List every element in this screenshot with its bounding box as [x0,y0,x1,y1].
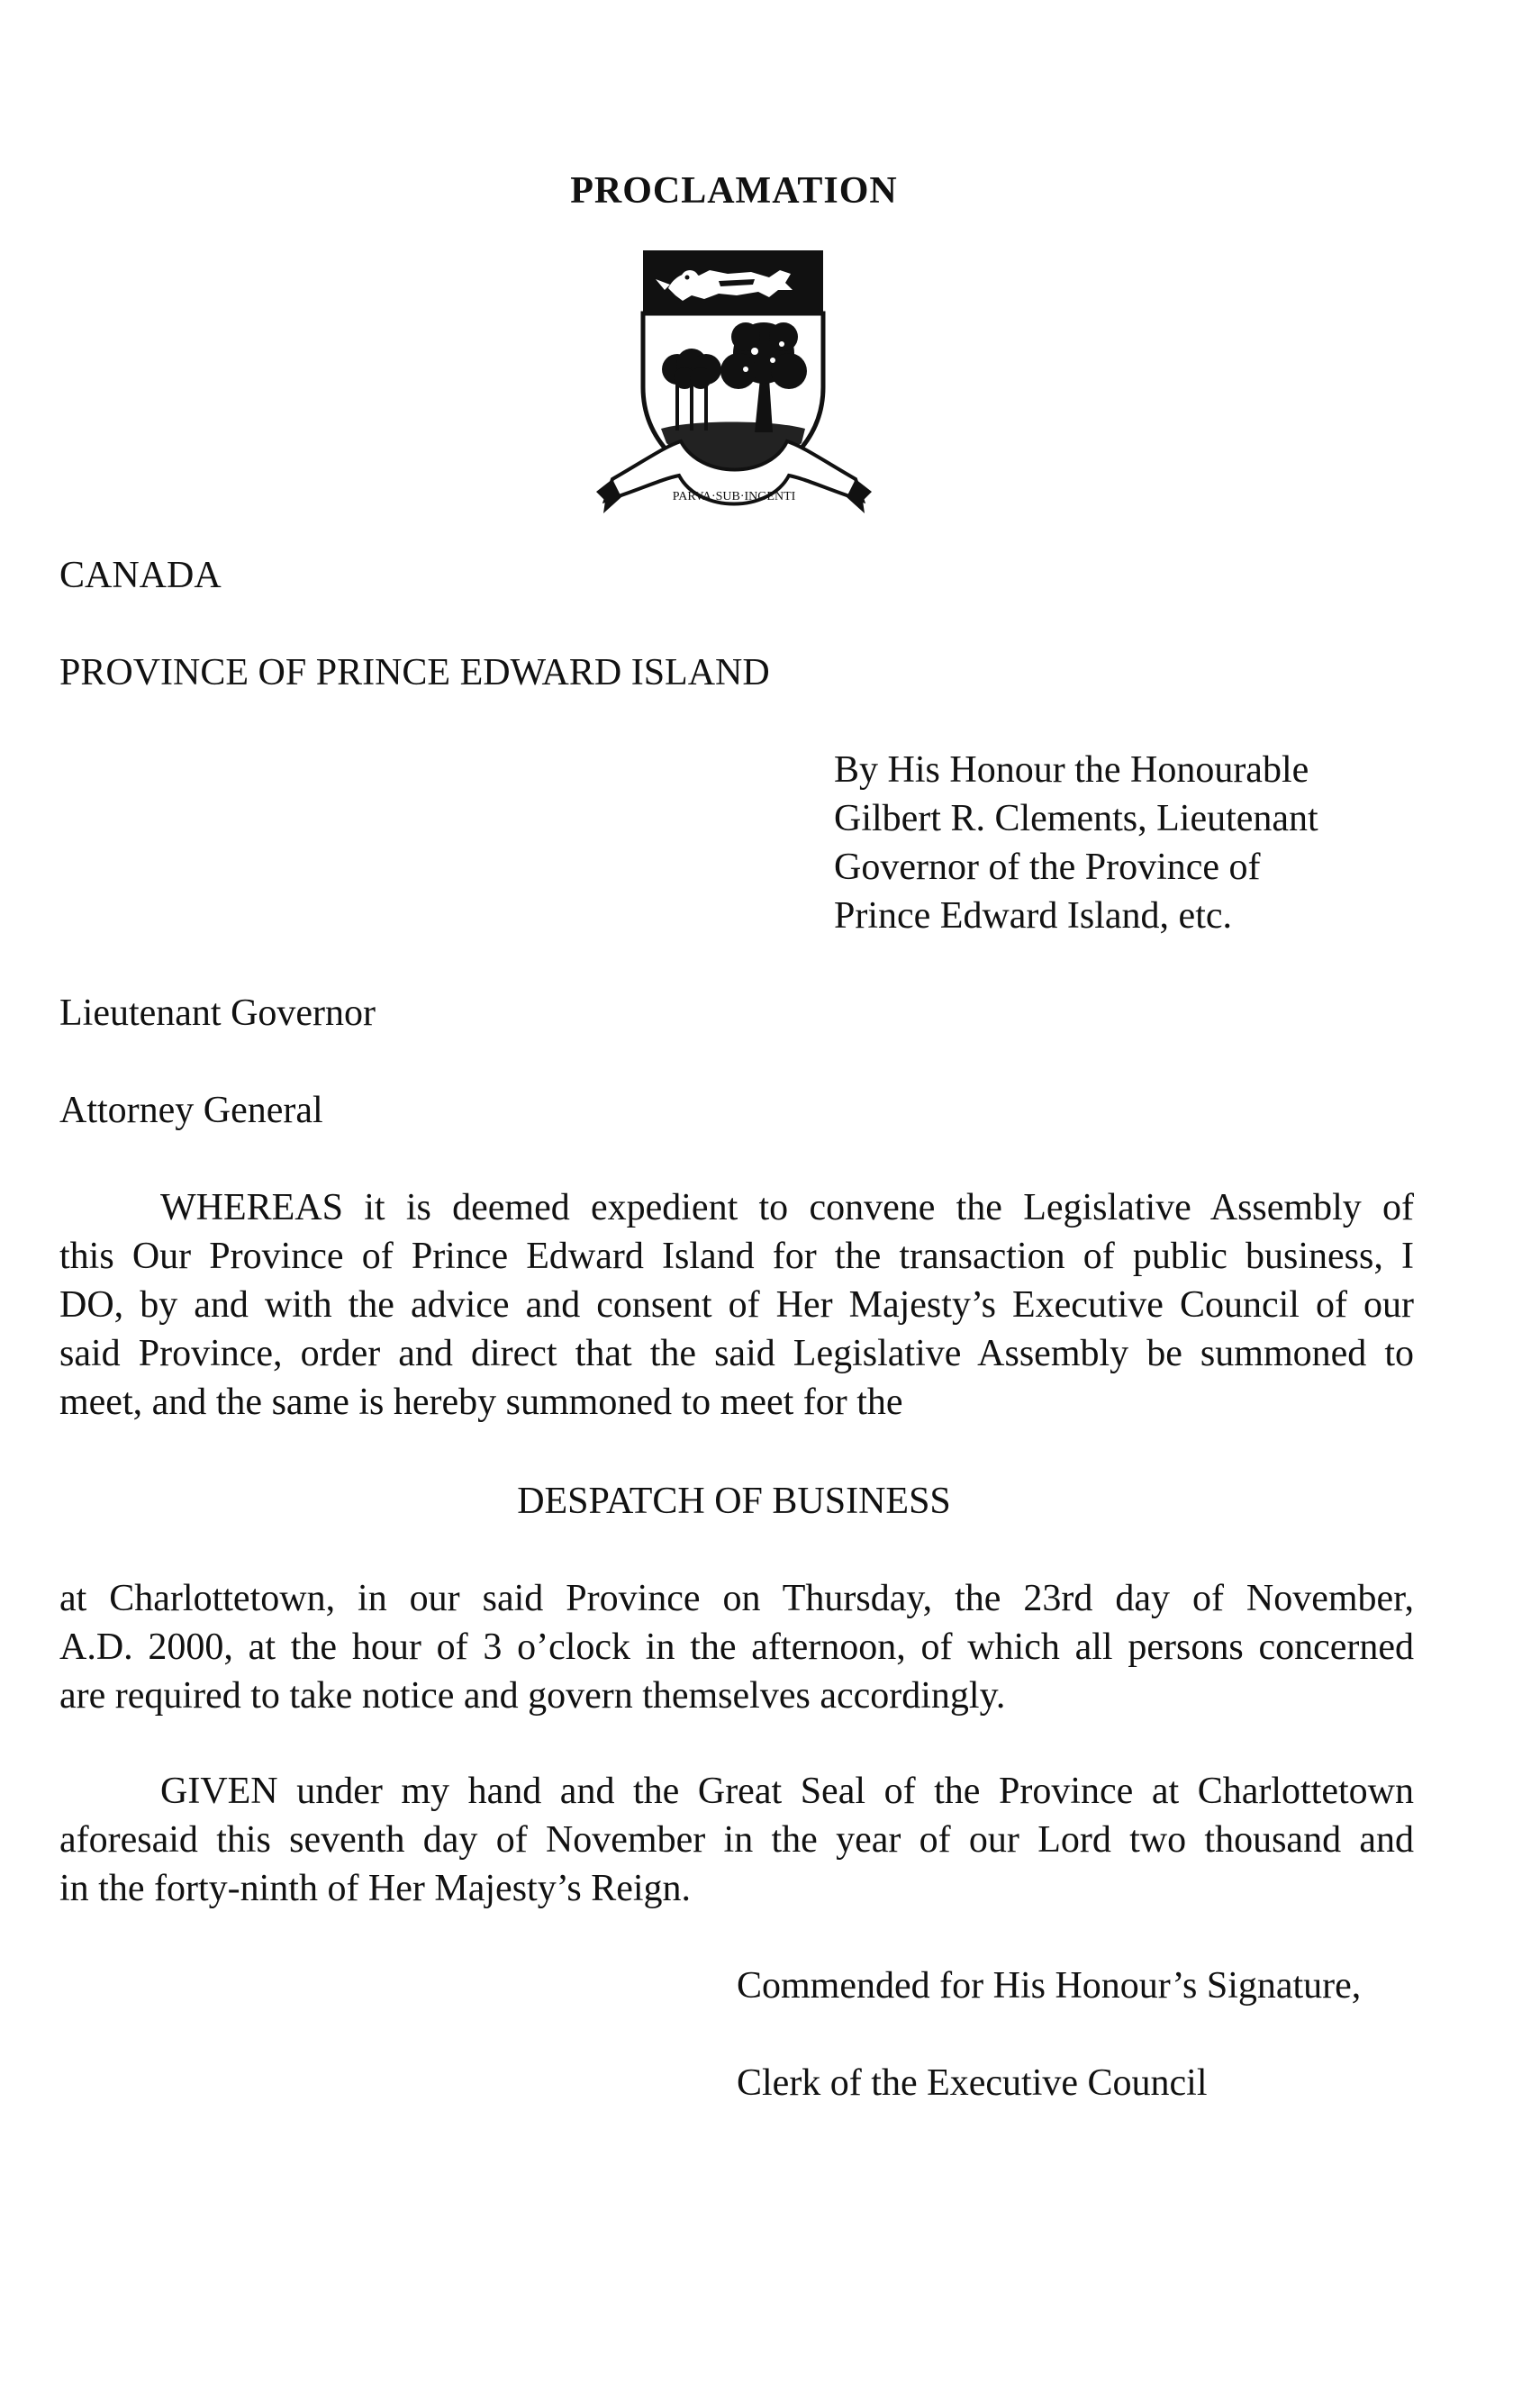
paragraph-line: GIVEN under my hand and the Great Seal of the Province at Charlottetown [160,1771,1414,1812]
authority-line: By His Honour the Honourable [834,749,1309,791]
paragraph-line: this Our Province of Prince Edward Island for the transaction of public business, I [59,1236,1414,1277]
paragraph-line: in the forty-ninth of Her Majesty’s Reign. [59,1868,692,1909]
country-name: CANADA [59,555,222,596]
authority-line: Governor of the Province of [834,847,1261,888]
paragraph-line: A.D. 2000, at the hour of 3 o’clock in the afternoon, of which all persons concerned [59,1626,1414,1668]
attorney-general-signature-line: Attorney General [59,1090,323,1131]
pei-coat-of-arms-icon [593,243,874,535]
paragraph-line: WHEREAS it is deemed expedient to convene the Legislative Assembly of [160,1187,1414,1228]
paragraph-line: meet, and the same is hereby summoned to meet for the [59,1382,903,1423]
authority-line: Gilbert R. Clements, Lieutenant [834,798,1318,839]
paragraph-line: are required to take notice and govern themselves accordingly. [59,1675,1006,1717]
document-title: PROCLAMATION [570,170,898,212]
whereas-paragraph [59,1183,1414,1427]
given-paragraph [59,1767,1414,1913]
authority-line: Prince Edward Island, etc. [834,895,1233,937]
paragraph-line: said Province, order and direct that the said Legislative Assembly be summoned to [59,1333,1414,1374]
location-paragraph [59,1574,1414,1720]
lieutenant-governor-signature-line: Lieutenant Governor [59,992,376,1034]
despatch-heading: DESPATCH OF BUSINESS [517,1481,951,1522]
province-name: PROVINCE OF PRINCE EDWARD ISLAND [59,652,770,693]
authority-block [834,746,1318,940]
paragraph-line: DO, by and with the advice and consent of Her Majesty’s Executive Council of our [59,1284,1414,1326]
paragraph-line: aforesaid this seventh day of November in the year of our Lord two thousand and [59,1819,1414,1861]
crest-motto: PARVA·SUB·INGENTI [672,490,796,503]
paragraph-line: at Charlottetown, in our said Province on Thursday, the 23rd day of November, [59,1578,1414,1619]
clerk-signature-line: Clerk of the Executive Council [737,2062,1208,2104]
commended-line: Commended for His Honour’s Signature, [737,1965,1362,2007]
